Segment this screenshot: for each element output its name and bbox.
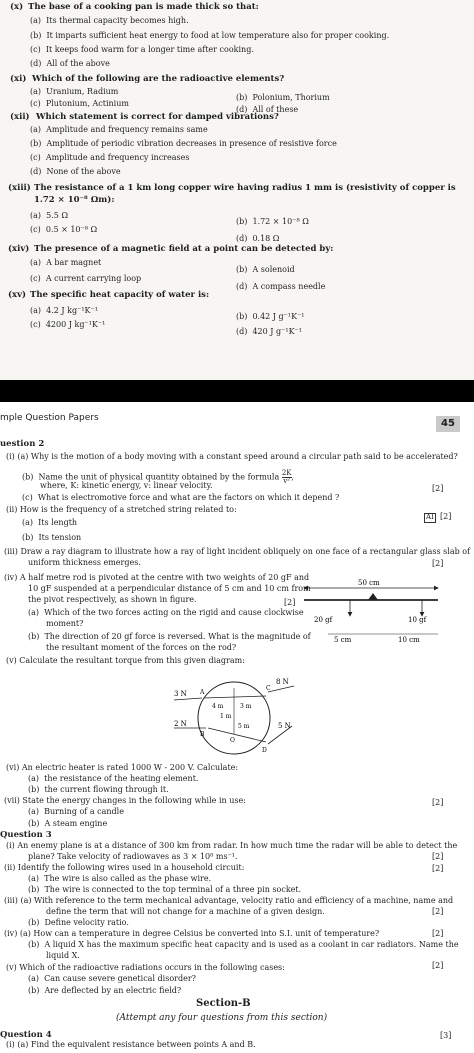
q2-iv: (iv) A half metre rod is pivoted at the centre with two weights of 20 gF and [4, 573, 310, 582]
q12-option-b: (b) Amplitude of periodic vibration decreases in presence of resistive force [30, 139, 337, 148]
q2-i-b-line2: where, K: kinetic energy, v: linear velocity. [40, 481, 213, 490]
q2-iv-a: (a) Which of the two forces acting on the rigid and cause clockwise [28, 608, 304, 617]
q12-option-b-text: Amplitude of periodic vibration decreases in presence of resistive force [46, 139, 337, 148]
weight-10gf-label: 10 gf [408, 616, 427, 624]
q3-title: Question 3 [0, 830, 52, 840]
q2-vii-a: (a) Burning of a candle [28, 807, 124, 816]
q11-option-b-text: Polonium, Thorium [252, 93, 330, 102]
q13-option-c: (c) 0.5 × 10⁻⁸ Ω [30, 225, 98, 234]
point-D: D [262, 747, 267, 754]
point-A: A [200, 689, 205, 696]
q14-option-b: (b) A solenoid [236, 265, 295, 274]
q2-vii: (vii) State the energy changes in the following while in use: [4, 796, 246, 805]
q2-vii-a-text: Burning of a candle [44, 807, 124, 816]
formula-denominator: v² [283, 477, 291, 485]
distance-1m: 1 m [220, 713, 232, 720]
q13-option-b: (b) 1.72 × 10⁻⁸ Ω [236, 217, 309, 226]
q3-v-a: (a) Can cause severe genetical disorder? [28, 974, 196, 983]
q3-iii-a: (iii) (a) With reference to the term mechanical advantage, velocity ratio and efficiency of a machine, name and [4, 896, 454, 905]
q11-option-d-text: All of these [252, 105, 299, 114]
q2-i-c-text: What is electromotive force and what are the factors on which it depend ? [37, 493, 340, 502]
q13-option-c-text: 0.5 × 10⁻⁸ Ω [45, 225, 98, 234]
q2-v: (v) Calculate the resultant torque from this given diagram: [6, 656, 245, 665]
q2-iv-b-line2: the resultant moment of the forces on the rod? [46, 643, 237, 652]
q2-vii-b: (b) A steam engine [28, 819, 108, 828]
q12-option-a: (a) Amplitude and frequency remains same [30, 125, 208, 134]
torque-figure [170, 670, 300, 762]
q14-option-a: (a) A bar magnet [30, 258, 102, 267]
q2-vi: (vi) An electric heater is rated 1000 W - 200 V. Calculate: [6, 763, 239, 772]
q13-stem: The resistance of a 1 km long copper wire having radius 1 mm is (resistivity of copper is [34, 183, 456, 193]
q2-iv-b: (b) The direction of 20 gf force is reversed. What is the magnitude of [28, 632, 311, 641]
q2-ii-mark: [2] [440, 512, 452, 521]
q15-option-a-text: 4.2 J kg⁻¹K⁻¹ [46, 306, 98, 315]
q3-ii-mark: [2] [432, 864, 444, 873]
q3-ii-b: (b) The wire is connected to the top terminal of a three pin socket. [28, 885, 302, 894]
q3-iii-b-text: Define velocity ratio. [44, 918, 129, 927]
q12-option-d: (d) None of the above [30, 167, 121, 176]
rod-length-label: 50 cm [358, 579, 380, 587]
q11-option-c: (c) Plutonium, Actinium [30, 99, 129, 108]
q15-option-b-text: 0.42 J g⁻¹K⁻¹ [252, 312, 305, 321]
section-title: Section-B [196, 998, 251, 1009]
q11-option-a: (a) Uranium, Radium [30, 87, 119, 96]
q13-stem-line2: 1.72 × 10⁻⁸ Ωm): [34, 195, 115, 205]
q3-iii-b: (b) Define velocity ratio. [28, 918, 129, 927]
q12-stem: Which statement is correct for damped vibrations? [36, 112, 279, 122]
q10-stem: The base of a cooking pan is made thick so that: [28, 2, 259, 12]
q14-option-d-text: A compass needle [252, 282, 326, 291]
q2-vi-a-text: the resistance of the heating element. [44, 774, 199, 783]
q15-option-d: (d) 420 J g⁻¹K⁻¹ [236, 327, 302, 336]
q3-i-line2: plane? Take velocity of radiowaves as 3 × 10⁸ ms⁻¹. [28, 852, 238, 861]
distance-5cm-label: 5 cm [334, 636, 352, 644]
q10-option-b: (b) It imparts sufficient heat energy to food at low temperature also for proper cooking. [30, 31, 390, 40]
q3-v-b-text: Are deflected by an electric field? [44, 986, 182, 995]
q2-ii-a: (a) Its length [22, 518, 78, 527]
chord-BD [208, 728, 266, 742]
q3-v-mark: [2] [432, 961, 444, 970]
q3-ii-a: (a) The wire is also called as the phase wire. [28, 874, 212, 883]
q13-option-d-text: 0.18 Ω [252, 234, 280, 243]
q15-number: (xv) [8, 290, 27, 300]
q2-i-a: (i) (a) Why is the motion of a body moving with a constant speed around a circular path said to be accelerated? [6, 452, 458, 461]
formula-numerator: 2K [281, 469, 292, 477]
q2-iv-b-text: The direction of 20 gf force is reversed. What is the magnitude of [44, 632, 311, 641]
q2-i-mark: [2] [432, 484, 444, 493]
distance-3m: 3 m [240, 703, 252, 710]
q11-number: (xi) [10, 74, 27, 84]
q15-stem: The specific heat capacity of water is: [30, 290, 210, 300]
q2-vi-a: (a) the resistance of the heating element. [28, 774, 199, 783]
q2-iii-mark: [2] [432, 559, 444, 568]
q3-v-a-text: Can cause severe genetical disorder? [44, 974, 196, 983]
q10-option-a-text: Its thermal capacity becomes high. [46, 16, 189, 25]
q3-i: (i) An enemy plane is at a distance of 300 km from radar. In how much time the radar will be able to detect the [6, 841, 458, 850]
q2-vi-b-text: the current flowing through it. [44, 785, 169, 794]
q14-option-b-text: A solenoid [252, 265, 295, 274]
q10-option-c: (c) It keeps food warm for a longer time after cooking. [30, 45, 254, 54]
q2-i-b: (b) Name the unit of physical quantity obtained by the formula $\frac{2K}{\text{v²}}$ , [22, 469, 295, 485]
q12-option-a-text: Amplitude and frequency remains same [46, 125, 208, 134]
q2-iv-a-line2: moment? [46, 619, 84, 628]
q10-option-a: (a) Its thermal capacity becomes high. [30, 16, 189, 25]
q2-vi-b: (b) the current flowing through it. [28, 785, 169, 794]
q12-number: (xii) [10, 112, 30, 122]
q3-v: (v) Which of the radioactive radiations occurs in the following cases: [6, 963, 285, 972]
force-8n-line [268, 686, 294, 692]
q12-option-c: (c) Amplitude and frequency increases [30, 153, 190, 162]
q14-stem: The presence of a magnetic field at a point can be detected by: [34, 244, 334, 254]
q15-option-c-text: 4200 J kg⁻¹K⁻¹ [45, 320, 106, 329]
q2-ii: (ii) How is the frequency of a stretched string related to: [6, 505, 237, 514]
section-instruction: (Attempt any four questions from this section) [116, 1013, 328, 1023]
q10-option-b-text: It imparts sufficient heat energy to food at low temperature also for proper cooking. [46, 31, 390, 40]
q14-option-c: (c) A current carrying loop [30, 274, 142, 283]
q14-option-c-text: A current carrying loop [45, 274, 142, 283]
q12-option-c-text: Amplitude and frequency increases [45, 153, 190, 162]
q2-i-b-text: Name the unit of physical quantity obtained by the formula [38, 472, 280, 482]
q10-number: (x) [10, 2, 24, 12]
q11-option-b: (b) Polonium, Thorium [236, 93, 330, 102]
q14-option-a-text: A bar magnet [46, 258, 102, 267]
q13-number: (xiii) [8, 183, 31, 193]
q2-iv-a-text: Which of the two forces acting on the rigid and cause clockwise [44, 608, 304, 617]
q4-title: Question 4 [0, 1030, 52, 1040]
pivot [368, 593, 378, 600]
point-O: O [230, 737, 235, 744]
q2-title: uestion 2 [0, 439, 45, 449]
question-page-bottom [0, 402, 474, 1053]
point-B: B [200, 731, 205, 738]
q2-iv-mark: [2] [284, 598, 296, 607]
q2-i-c: (c) What is electromotive force and what are the factors on which it depend ? [22, 493, 340, 502]
force-3n-line [174, 698, 202, 700]
q2-ii-b-text: Its tension [38, 533, 82, 542]
q11-stem: Which of the following are the radioactive elements? [32, 74, 285, 84]
q3-ii-b-text: The wire is connected to the top terminal of a three pin socket. [44, 885, 302, 894]
ai-tag: AI [426, 513, 434, 521]
q2-iii: (iii) Draw a ray diagram to illustrate how a ray of light incident obliquely on one face of a rectangular glass slab of [4, 547, 471, 556]
q10-option-d-text: All of the above [46, 59, 110, 68]
q3-iii-mark: [2] [432, 907, 444, 916]
q13-option-d: (d) 0.18 Ω [236, 234, 280, 243]
q11-option-c-text: Plutonium, Actinium [45, 99, 129, 108]
q2-iv-line3: the pivot respectively, as shown in figure. [28, 595, 197, 604]
q2-ii-a-text: Its length [38, 518, 78, 527]
q15-option-a: (a) 4.2 J kg⁻¹K⁻¹ [30, 306, 98, 315]
q3-iv-mark: [2] [432, 929, 444, 938]
question-page-top [0, 0, 474, 380]
force-5n-label: 5 N [278, 722, 291, 730]
distance-10cm-label: 10 cm [398, 636, 420, 644]
q2-ii-b: (b) Its tension [22, 533, 82, 542]
q3-v-b: (b) Are deflected by an electric field? [28, 986, 182, 995]
force-8n-label: 8 N [276, 678, 289, 686]
running-header: mple Question Papers [0, 413, 99, 423]
q11-option-d: (d) All of these [236, 105, 299, 114]
q15-option-b: (b) 0.42 J g⁻¹K⁻¹ [236, 312, 305, 321]
q4-i: (i) (a) Find the equivalent resistance between points A and B. [6, 1040, 256, 1049]
point-C: C [266, 685, 271, 692]
q10-option-d: (d) All of the above [30, 59, 110, 68]
q13-option-b-text: 1.72 × 10⁻⁸ Ω [252, 217, 309, 226]
q14-option-d: (d) A compass needle [236, 282, 326, 291]
q3-iii-a-line2: define the term that will not change for a machine of a given design. [46, 907, 325, 916]
q2-formula [282, 470, 292, 485]
q4-mark: [3] [440, 1031, 452, 1040]
q3-iv-b-text: A liquid X has the maximum specific heat capacity and is used as a coolant in car radiators. Name the [44, 940, 459, 949]
q2-vii-mark: [2] [432, 798, 444, 807]
q13-option-a: (a) 5.5 Ω [30, 211, 69, 220]
q11-option-a-text: Uranium, Radium [46, 87, 119, 96]
q13-option-a-text: 5.5 Ω [46, 211, 69, 220]
q3-ii-a-text: The wire is also called as the phase wire. [44, 874, 212, 883]
q14-number: (xiv) [8, 244, 30, 254]
rod-figure [298, 574, 458, 644]
q2-iv-line2: 10 gF suspended at a perpendicular distance of 5 cm and 10 cm from [28, 584, 311, 593]
q15-option-d-text: 420 J g⁻¹K⁻¹ [252, 327, 302, 336]
force-3n-label: 3 N [174, 690, 187, 698]
page-divider [0, 380, 474, 402]
q10-option-c-text: It keeps food warm for a longer time after cooking. [45, 45, 254, 54]
q3-ii: (ii) Identify the following wires used in a household circuit: [4, 863, 245, 872]
q3-iv-a: (iv) (a) How can a temperature in degree Celsius be converted into S.I. unit of temperature? [4, 929, 380, 938]
q3-iv-b: (b) A liquid X has the maximum specific heat capacity and is used as a coolant in car radiators. Name the [28, 940, 459, 949]
page-number: 45 [436, 416, 460, 432]
q2-vii-b-text: A steam engine [44, 819, 108, 828]
chord-AC [204, 696, 266, 698]
distance-4m: 4 m [212, 703, 224, 710]
distance-5m: 5 m [238, 723, 250, 730]
q2-iii-line2: uniform thickness emerges. [28, 558, 141, 567]
force-2n-label: 2 N [174, 720, 187, 728]
weight-20gf-label: 20 gf [314, 616, 333, 624]
q12-option-d-text: None of the above [46, 167, 121, 176]
q3-i-mark: [2] [432, 852, 444, 861]
q3-iv-b-line2: liquid X. [46, 951, 80, 960]
q15-option-c: (c) 4200 J kg⁻¹K⁻¹ [30, 320, 106, 329]
